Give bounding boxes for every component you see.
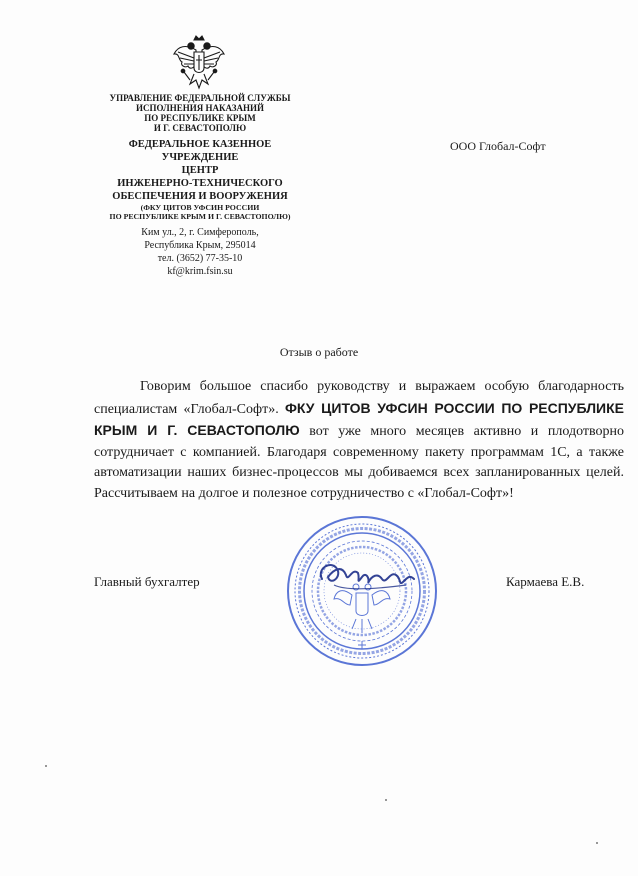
letterhead-institution-line: УЧРЕЖДЕНИЕ	[161, 152, 239, 163]
letterhead-institution-line: ФЕДЕРАЛЬНОЕ КАЗЕННОЕ	[128, 139, 272, 150]
signatory-role: Главный бухгалтер	[94, 574, 200, 589]
letterhead-address-line: Ким ул., 2, г. Симферополь,	[141, 227, 259, 238]
letterhead-institution-line: ОБЕСПЕЧЕНИЯ И ВООРУЖЕНИЯ	[112, 191, 288, 202]
letterhead-authority-line: И Г. СЕВАСТОПОЛЮ	[153, 123, 247, 133]
scan-speck	[45, 765, 47, 767]
letterhead-institution-line: ИНЖЕНЕРНО-ТЕХНИЧЕСКОГО	[117, 178, 283, 189]
signatory-name: Кармаева Е.В.	[506, 574, 585, 589]
eagle-emblem-icon	[172, 34, 226, 90]
body-part-2: вот уже много месяцев активно и плодотворно сотрудничает с компанией. Благодаря современному пакету программам 1С, а также автоматизации наших бизнес-процессов мы добиваемся всех запланированных целей. Рассчитываем на долгое и полезное сотрудничество с «Глобал-Софт»!	[94, 424, 625, 501]
letterhead-institution-line: ЦЕНТР	[181, 165, 219, 176]
letterhead-email: kf@krim.fsin.su	[167, 266, 233, 277]
scan-speck	[596, 842, 598, 844]
scan-speck	[385, 799, 387, 801]
letterhead-short-name: (ФКУ ЦИТОВ УФСИН РОССИИ	[140, 203, 260, 212]
letterhead-authority-line: ИСПОЛНЕНИЯ НАКАЗАНИЙ	[135, 103, 265, 113]
letterhead-short-name: ПО РЕСПУБЛИКЕ КРЫМ И Г. СЕВАСТОПОЛЮ)	[109, 212, 291, 221]
letterhead-authority-line: ПО РЕСПУБЛИКЕ КРЫМ	[144, 113, 256, 123]
letterhead-authority-line: УПРАВЛЕНИЕ ФЕДЕРАЛЬНОЙ СЛУЖБЫ	[109, 93, 291, 103]
letterhead-address-line: Республика Крым, 295014	[144, 240, 256, 251]
official-seal-icon	[286, 515, 438, 667]
letter-body	[94, 377, 624, 505]
letterhead-phone: тел. (3652) 77-35-10	[157, 253, 243, 264]
document-title: Отзыв о работе	[279, 345, 359, 359]
body-part-1: Говорим большое спасибо руководству и выражаем особую благодарность специалистам «Глобал-Софт».	[94, 379, 624, 417]
recipient-name: ООО Глобал-Софт	[450, 139, 546, 153]
organization-name: ФКУ ЦИТОВ УФСИН РОССИИ ПО РЕСПУБЛИКЕ КРЫМ И Г. СЕВАСТОПОЛЮ	[94, 399, 624, 439]
